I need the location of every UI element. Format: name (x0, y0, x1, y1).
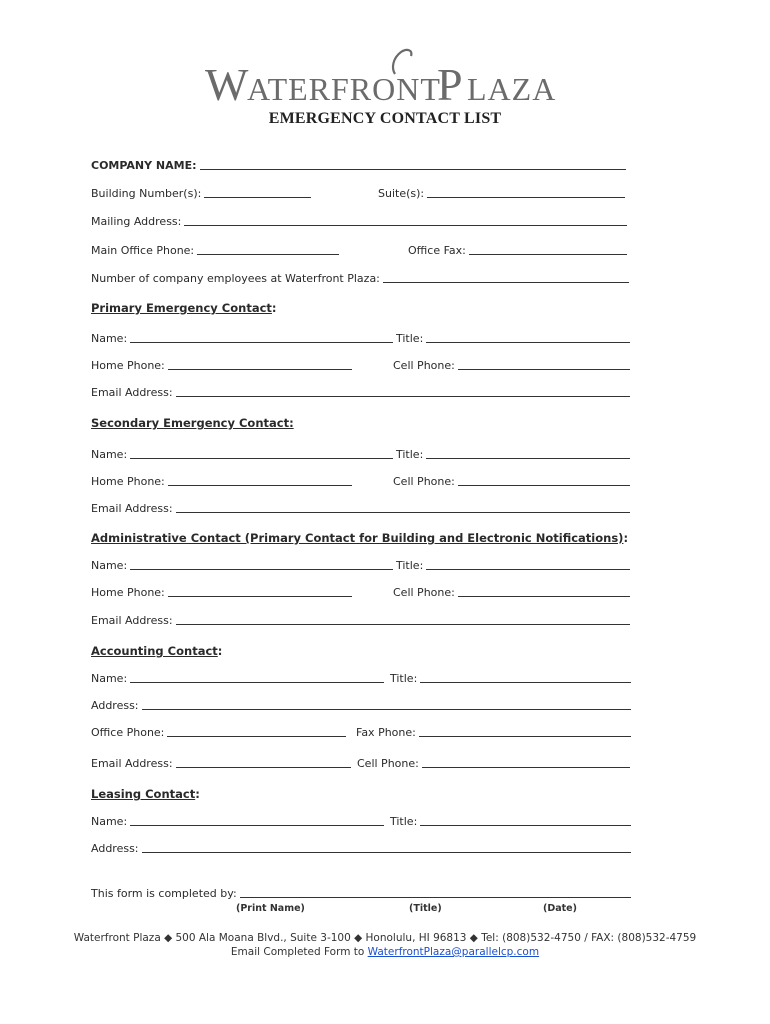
leasing-address-label: Address: (91, 842, 139, 855)
primary-email-label: Email Address: (91, 386, 173, 399)
primary-cell-phone-field[interactable] (393, 359, 630, 372)
primary-home-phone-field[interactable] (91, 359, 352, 372)
administrative-contact-heading: Administrative Contact (Primary Contact for Building and Electronic Notifications): (91, 531, 629, 545)
svg-text:P: P (437, 59, 463, 106)
title-caption: (Title) (409, 903, 442, 914)
office-fax-label: Office Fax: (408, 244, 466, 257)
building-number-field[interactable] (91, 187, 311, 200)
employees-count-field[interactable] (91, 272, 629, 285)
accounting-title-label: Title: (390, 672, 418, 685)
primary-name-field[interactable] (91, 332, 393, 345)
admin-name-label: Name: (91, 559, 128, 572)
admin-cell-phone-field[interactable] (393, 586, 630, 599)
secondary-cell-phone-label: Cell Phone: (393, 475, 455, 488)
accounting-email-label: Email Address: (91, 757, 173, 770)
secondary-contact-heading: Secondary Emergency Contact: (91, 416, 294, 430)
secondary-cell-phone-field[interactable] (393, 475, 630, 488)
secondary-home-phone-label: Home Phone: (91, 475, 165, 488)
leasing-name-label: Name: (91, 815, 128, 828)
svg-text:LAZA: LAZA (467, 71, 557, 106)
primary-cell-phone-label: Cell Phone: (393, 359, 455, 372)
suite-label: Suite(s): (378, 187, 425, 200)
secondary-title-label: Title: (396, 448, 424, 461)
office-fax-field[interactable] (408, 244, 627, 257)
logo-swirl-icon (205, 44, 565, 106)
secondary-email-label: Email Address: (91, 502, 173, 515)
admin-title-field[interactable] (396, 559, 630, 572)
page-title: EMERGENCY CONTACT LIST (268, 110, 502, 127)
accounting-cell-phone-field[interactable] (357, 757, 630, 770)
footer-email-prefix: Email Completed Form to (230, 946, 368, 958)
secondary-title-field[interactable] (396, 448, 630, 461)
admin-home-phone-label: Home Phone: (91, 586, 165, 599)
admin-name-field[interactable] (91, 559, 393, 572)
accounting-fax-phone-label: Fax Phone: (356, 726, 416, 739)
admin-cell-phone-label: Cell Phone: (393, 586, 455, 599)
secondary-name-field[interactable] (91, 448, 393, 461)
completed-by-label: This form is completed by: (91, 887, 237, 900)
admin-email-label: Email Address: (91, 614, 173, 627)
primary-title-label: Title: (396, 332, 424, 345)
accounting-office-phone-field[interactable] (91, 726, 346, 739)
accounting-office-phone-label: Office Phone: (91, 726, 165, 739)
primary-contact-heading: Primary Emergency Contact: (91, 301, 277, 315)
accounting-contact-heading: Accounting Contact: (91, 644, 223, 658)
admin-title-label: Title: (396, 559, 424, 572)
leasing-address-field[interactable] (91, 842, 631, 855)
accounting-title-field[interactable] (390, 672, 631, 685)
main-office-phone-label: Main Office Phone: (91, 244, 195, 257)
accounting-fax-phone-field[interactable] (356, 726, 631, 739)
primary-title-field[interactable] (396, 332, 630, 345)
employees-count-label: Number of company employees at Waterfront Plaza: (91, 272, 380, 285)
waterfront-plaza-logo (205, 44, 565, 106)
date-caption: (Date) (543, 903, 577, 914)
accounting-address-label: Address: (91, 699, 139, 712)
secondary-email-field[interactable] (91, 502, 630, 515)
secondary-home-phone-field[interactable] (91, 475, 352, 488)
leasing-name-field[interactable] (91, 815, 384, 828)
suite-field[interactable] (378, 187, 625, 200)
completed-by-field[interactable] (91, 887, 631, 900)
leasing-title-field[interactable] (390, 815, 631, 828)
accounting-cell-phone-label: Cell Phone: (357, 757, 419, 770)
primary-name-label: Name: (91, 332, 128, 345)
secondary-name-label: Name: (91, 448, 128, 461)
main-office-phone-field[interactable] (91, 244, 339, 257)
company-name-label: COMPANY NAME: (91, 159, 197, 172)
admin-email-field[interactable] (91, 614, 630, 627)
building-number-label: Building Number(s): (91, 187, 202, 200)
company-name-field[interactable] (91, 159, 626, 172)
footer-email-link[interactable]: WaterfrontPlaza@parallelcp.com (367, 946, 540, 958)
print-name-caption: (Print Name) (236, 903, 305, 914)
admin-home-phone-field[interactable] (91, 586, 352, 599)
primary-home-phone-label: Home Phone: (91, 359, 165, 372)
footer-address: Waterfront Plaza ◆ 500 Ala Moana Blvd., Suite 3-100 ◆ Honolulu, HI 96813 ◆ Tel: (808)532-4750 / FAX: (808)532-4759 (73, 932, 697, 944)
accounting-address-field[interactable] (91, 699, 631, 712)
accounting-email-field[interactable] (91, 757, 351, 770)
mailing-address-field[interactable] (91, 215, 627, 228)
accounting-name-label: Name: (91, 672, 128, 685)
mailing-address-label: Mailing Address: (91, 215, 182, 228)
svg-text:W: W (205, 59, 250, 106)
primary-email-field[interactable] (91, 386, 630, 399)
accounting-name-field[interactable] (91, 672, 384, 685)
svg-text:ATERFRONT: ATERFRONT (247, 71, 441, 106)
leasing-contact-heading: Leasing Contact: (91, 787, 200, 801)
footer-email-line (0, 946, 770, 958)
leasing-title-label: Title: (390, 815, 418, 828)
